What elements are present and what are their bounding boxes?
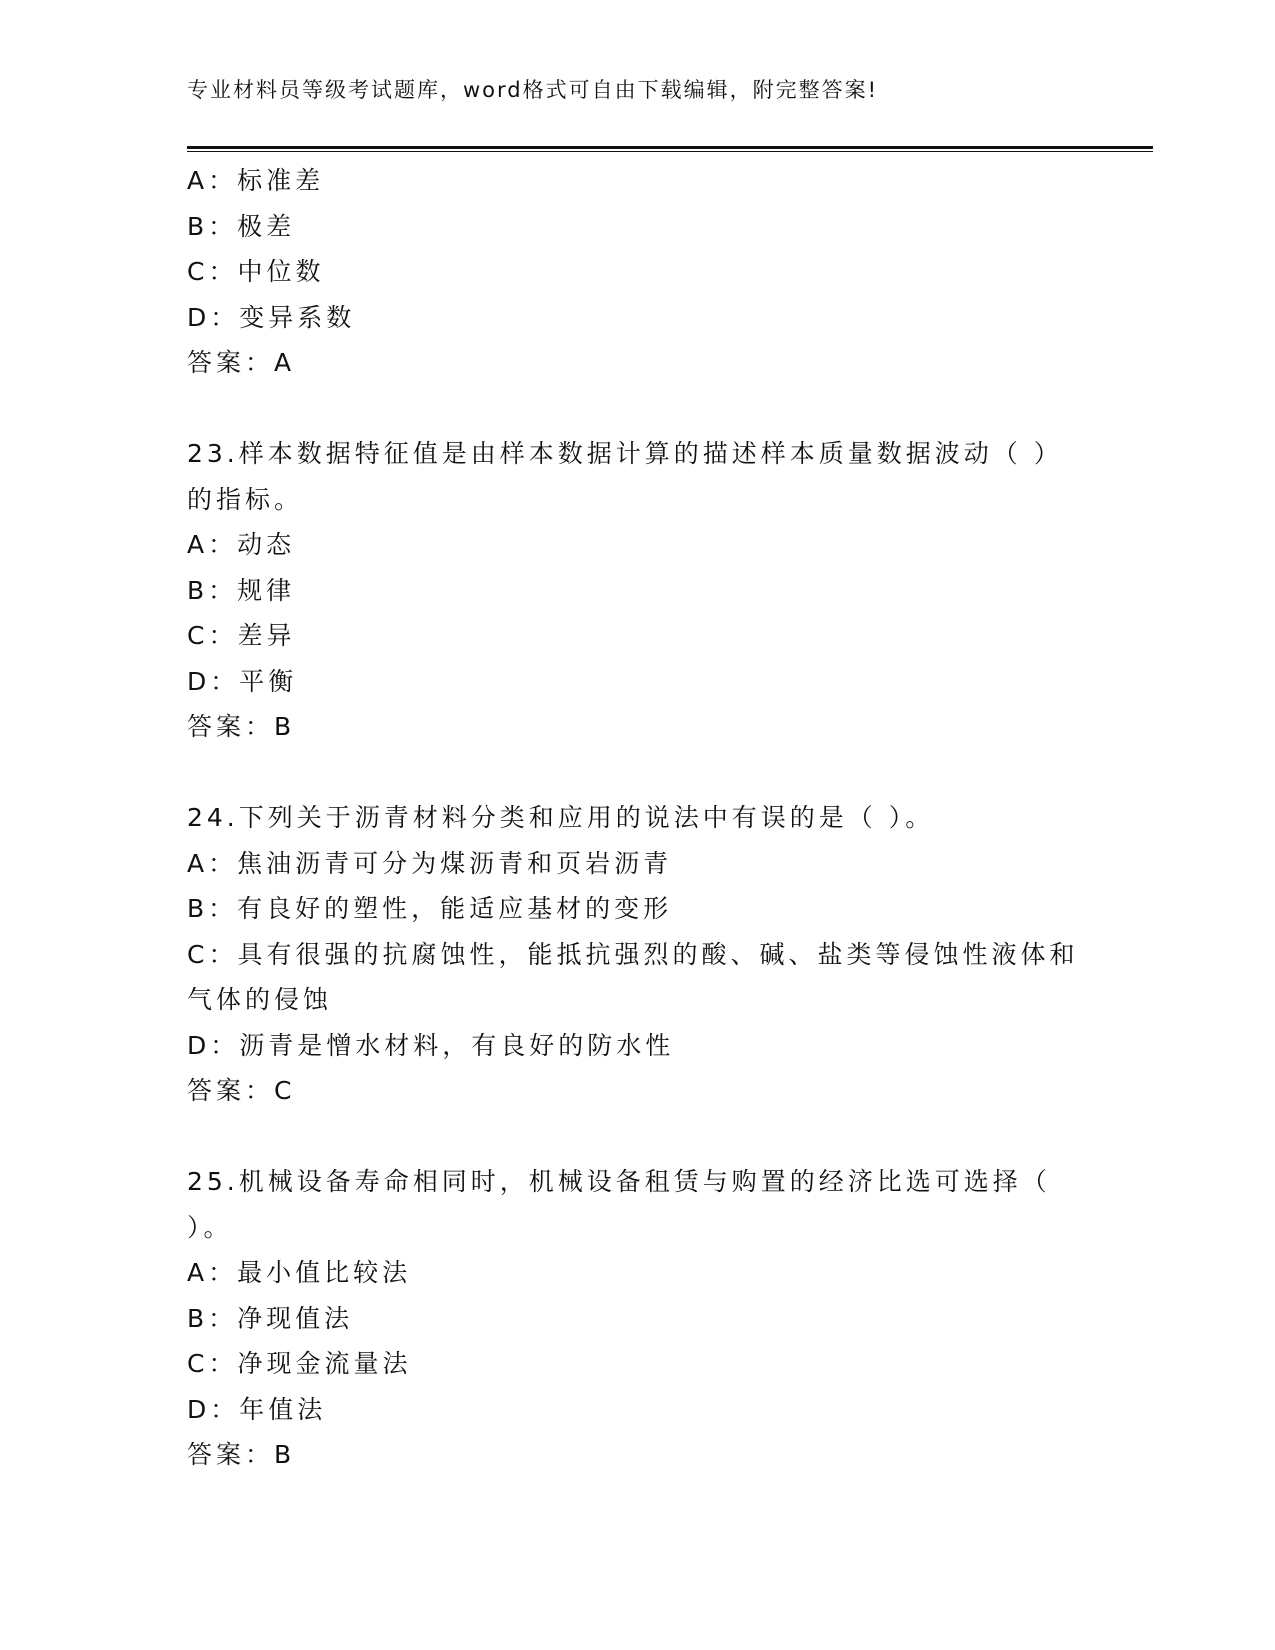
question-stem-continued: ）。 — [187, 1212, 233, 1242]
option-a: A：标准差 — [187, 166, 325, 195]
question-23 — [187, 431, 1087, 750]
option-d: D：年值法 — [187, 1394, 327, 1424]
option-d: D：变异系数 — [187, 302, 356, 332]
answer: 答案：B — [187, 1440, 296, 1469]
option-a: A：最小值比较法 — [187, 1258, 412, 1287]
option-b: B：极差 — [187, 211, 296, 241]
answer: 答案：C — [187, 1076, 296, 1105]
header-rule-thin — [187, 151, 1153, 152]
option-a: A：动态 — [187, 530, 296, 559]
option-c: C：差异 — [187, 621, 296, 650]
option-c-continued: 气体的侵蚀 — [187, 985, 333, 1014]
spacer — [187, 750, 1087, 796]
option-c: C：具有很强的抗腐蚀性，能抵抗强烈的酸、碱、盐类等侵蚀性液体和 — [187, 939, 1079, 969]
question-list — [187, 158, 1087, 1478]
question-stem: 25.机械设备寿命相同时，机械设备租赁与购置的经济比选可选择（ — [187, 1167, 1051, 1196]
question-25 — [187, 1159, 1087, 1478]
answer: 答案：A — [187, 348, 296, 377]
option-b: B：有良好的塑性，能适应基材的变形 — [187, 894, 673, 923]
option-c: C：中位数 — [187, 257, 325, 286]
option-d: D：平衡 — [187, 666, 298, 696]
spacer — [187, 386, 1087, 432]
answer: 答案：B — [187, 712, 296, 741]
option-b: B：净现值法 — [187, 1303, 354, 1333]
question-stem-continued: 的指标。 — [187, 484, 304, 514]
question-24 — [187, 795, 1087, 1114]
question-stem: 24.下列关于沥青材料分类和应用的说法中有误的是（ ）。 — [187, 803, 935, 832]
option-c: C：净现金流量法 — [187, 1349, 412, 1378]
header-rule-thick — [187, 146, 1153, 149]
page-header: 专业材料员等级考试题库，word格式可自由下载编辑，附完整答案! — [187, 78, 879, 102]
question-22 — [187, 158, 1087, 386]
option-a: A：焦油沥青可分为煤沥青和页岩沥青 — [187, 848, 673, 878]
option-d: D：沥青是憎水材料，有良好的防水性 — [187, 1030, 675, 1060]
option-b: B：规律 — [187, 575, 296, 605]
question-stem: 23.样本数据特征值是由样本数据计算的描述样本质量数据波动（ ） — [187, 439, 1063, 468]
spacer — [187, 1114, 1087, 1160]
